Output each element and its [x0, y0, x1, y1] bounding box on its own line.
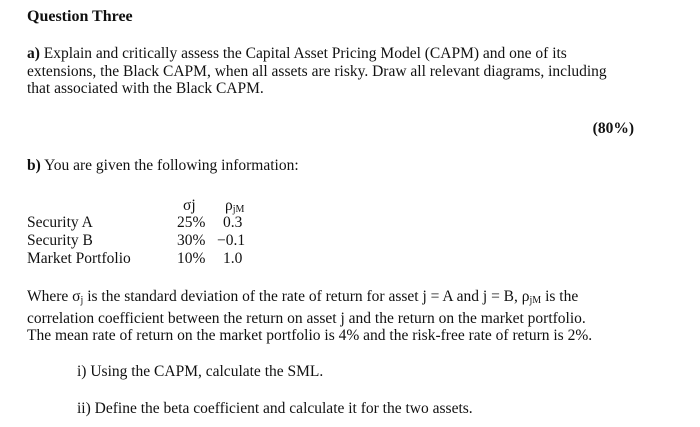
part-a-text: a) Explain and critically assess the Capital Asset Pricing Model (CAPM) and one of its extensions, the Black CAPM, when all assets are risky. Draw all relevant diagrams, including that associated with the Black CAPM.	[27, 45, 607, 97]
part-b-intro: b) You are given the following information:	[27, 157, 299, 174]
part-a-label: a)	[27, 45, 40, 62]
rho-header: $\rho_{jM}$	[225, 197, 245, 215]
explanation-text: Where $\sigma_j$ is the standard deviation of the rate of return for asset j = A and j = B, $\rho_{jM}$ is the correlation coefficient between the return on asset j and the return on the market portfolio. The mean rate of return on the market portfolio is 4% and the risk-free rate of return is 2%.	[27, 288, 593, 344]
part-b-label: b)	[27, 157, 41, 174]
sigma-header: σj	[183, 197, 196, 214]
question-title: Question Three	[27, 8, 133, 25]
sub-question-ii: ii) Define the beta coefficient and calculate it for the two assets.	[77, 400, 473, 417]
part-a-weight: (80%)	[592, 120, 634, 137]
sub-question-i: i) Using the CAPM, calculate the SML.	[77, 363, 324, 380]
